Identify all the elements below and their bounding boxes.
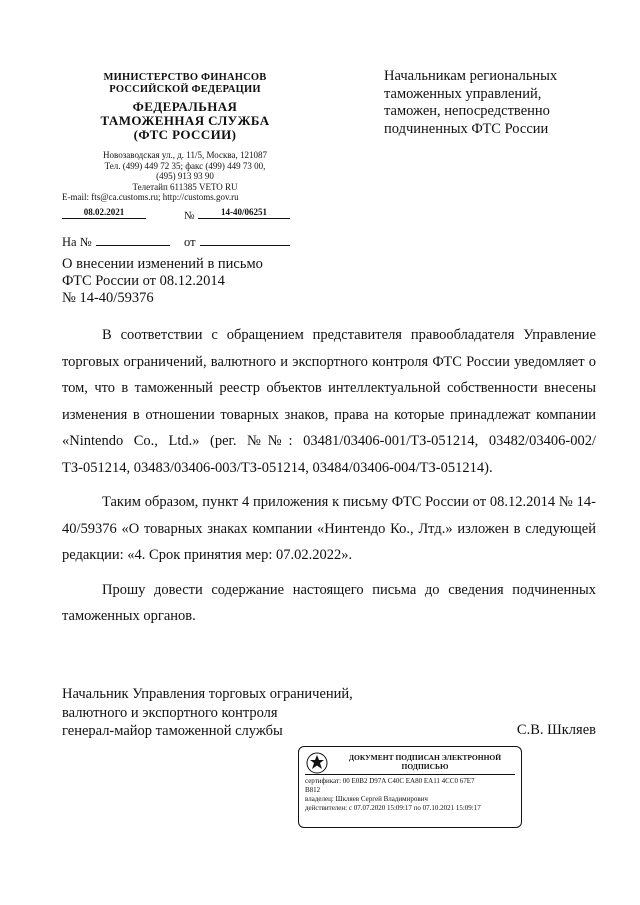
reply-to-label: На №: [62, 235, 92, 249]
ministry-name-line1: МИНИСТЕРСТВО ФИНАНСОВ: [103, 72, 267, 83]
ministry-name-line2: РОССИЙСКОЙ ФЕДЕРАЦИИ: [109, 84, 261, 95]
body-paragraph-2: Таким образом, пункт 4 приложения к письму ФТС России от 08.12.2014 № 14-40/59376 «О товарных знаках компании «Нинтендо Ко., Лтд.» изложен в следующей редакции: «4. Срок принятия мер: 07.02.2022».: [62, 494, 596, 563]
signatory-position: [62, 685, 402, 741]
recipient-line2: таможенных управлений,: [384, 85, 542, 102]
service-name-line1: ФЕДЕРАЛЬНАЯ: [132, 99, 238, 114]
body-paragraph-3: Прошу довести содержание настоящего письма до сведения подчиненных таможенных органов.: [62, 581, 596, 624]
recipient-line3: таможен, непосредственно: [384, 103, 550, 119]
emblem-icon: [305, 751, 329, 775]
service-name-line2: ТАМОЖЕННАЯ СЛУЖБА: [100, 113, 270, 128]
document-number: 14-40/06251: [198, 207, 290, 219]
stamp-certificate: сертификат: 00 E0B2 D97A C40C EA80 EA11 4CC0 67E7: [305, 777, 475, 785]
stamp-title-line2: ПОДПИСЬЮ: [401, 762, 449, 771]
stamp-divider: [305, 774, 515, 775]
stamp-details: [305, 777, 517, 813]
stamp-valid: действителен: с 07.07.2020 15:09:17 по 07.10.2021 15:09:17: [305, 804, 481, 812]
subject-block: [62, 256, 302, 307]
position-line1: Начальник Управления торговых ограничений,: [62, 686, 353, 702]
recipient-line4: подчиненных ФТС России: [384, 120, 549, 137]
signatory-name: С.В. Шкляев: [516, 722, 596, 738]
electronic-signature-stamp: [298, 746, 522, 828]
letterhead: [60, 72, 310, 192]
number-sign: №: [184, 210, 195, 222]
document-date: 08.02.2021: [62, 207, 146, 219]
recipient-line1: Начальникам региональных: [384, 68, 558, 84]
from-label: от: [184, 235, 196, 249]
subject-line1: О внесении изменений в письмо: [62, 256, 263, 272]
subject-line2: ФТС России от 08.12.2014: [62, 273, 225, 289]
position-line2: валютного и экспортного контроля: [62, 704, 278, 721]
from-blank: [200, 232, 290, 246]
subject-line3: № 14-40/59376: [62, 290, 154, 306]
address-line2: Тел. (499) 449 72 35; факс (499) 449 73 00,: [104, 160, 266, 171]
recipient-block: [384, 68, 584, 138]
address-line3: (495) 913 93 90: [156, 171, 214, 181]
email-line: E-mail: fts@ca.customs.ru; http://customs.gov.ru: [62, 192, 239, 202]
stamp-title: [333, 753, 517, 771]
service-name-line3: (ФТС РОССИИ): [133, 127, 237, 142]
address-line1: Новозаводская ул., д. 11/5, Москва, 121087: [103, 150, 267, 160]
address-line4: Телетайп 611385 VETO RU: [132, 181, 238, 192]
stamp-owner: владелец: Шкляев Сергей Владимирович: [305, 795, 428, 803]
reply-to-blank: [96, 232, 170, 246]
position-line3: генерал-майор таможенной службы: [62, 723, 283, 739]
letter-body: [62, 322, 596, 630]
stamp-certificate-cont: B812: [305, 786, 321, 794]
body-paragraph-1: В соответствии с обращением представителя правообладателя Управление торговых ограничений, валютного и экспортного контроля ФТС России уведомляет о том, что в таможенный реестр объектов интеллектуальной собственности внесены изменения в отношении товарных знаков, права на которые принадлежат компании «Nintendo Co., Ltd.» (рег. №№: 03481/03406-001/ТЗ-051214, 03482/03406-002/ТЗ-051214, 03483/03406-003/ТЗ-051214, 03484/03406-004/ТЗ-051214).: [62, 327, 596, 476]
stamp-title-line1: ДОКУМЕНТ ПОДПИСАН ЭЛЕКТРОННОЙ: [348, 753, 502, 762]
